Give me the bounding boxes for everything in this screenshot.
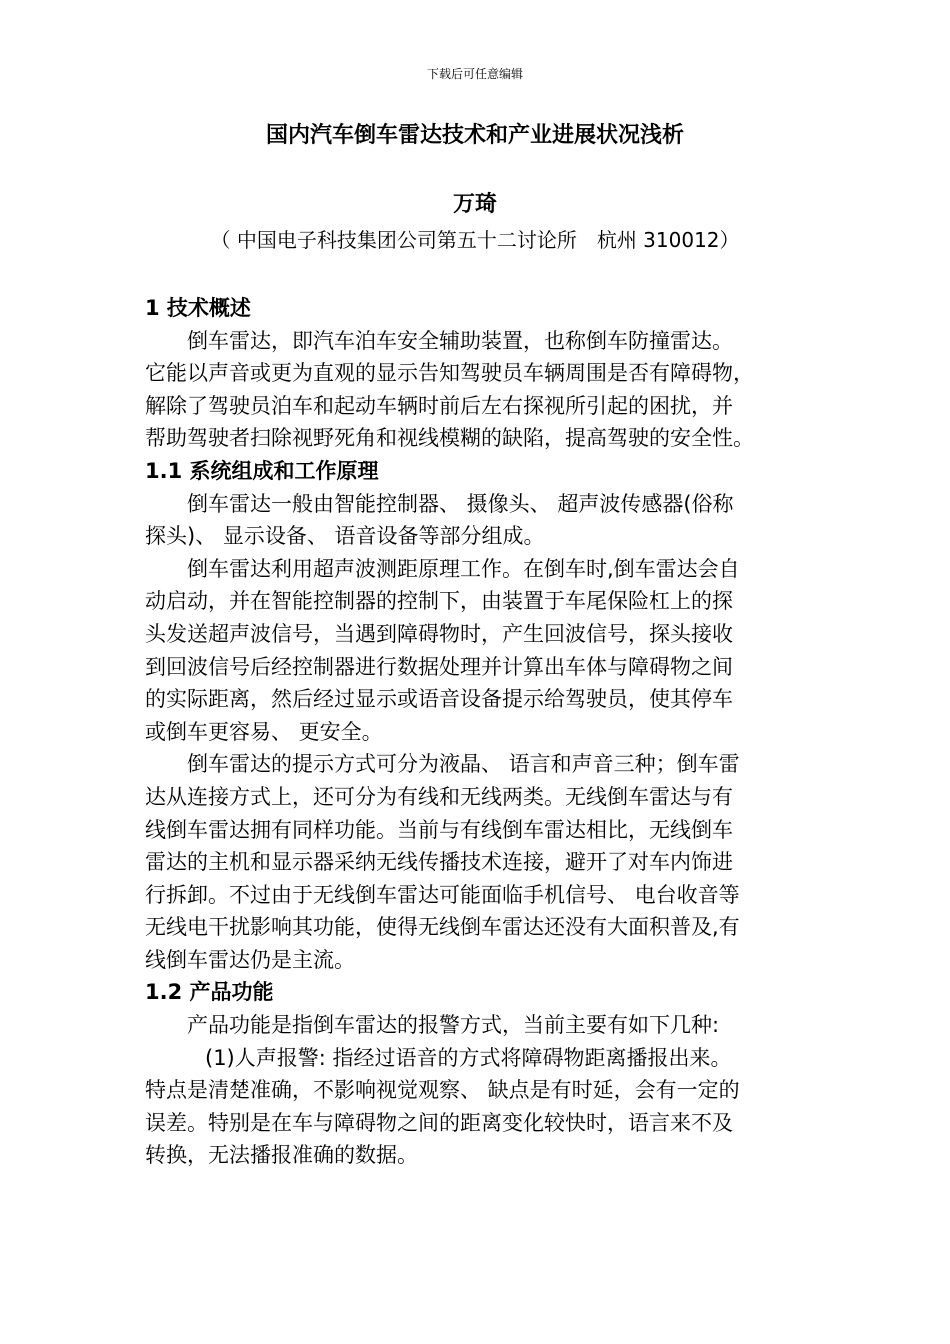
paragraph-line: 误差。特别是在车与障碍物之间的距离变化较快时，语言来不及	[145, 1110, 733, 1135]
paragraph-line: 行拆卸。不过由于无线倒车雷达可能面临手机信号、 电台收音等	[145, 882, 740, 907]
section-heading: 1 技术概述	[145, 296, 251, 320]
document-body	[145, 292, 807, 1172]
paragraph-line: 头发送超声波信号，当遇到障碍物时，产生回波信号，探头接收	[145, 621, 733, 646]
paragraph-line: 倒车雷达的提示方式可分为液晶、 语言和声音三种；倒车雷	[187, 752, 740, 777]
paragraph-line: 解除了驾驶员泊车和起动车辆时前后左右探视所引起的困扰，并	[145, 393, 733, 418]
paragraph-line: 达从连接方式上，还可分为有线和无线两类。无线倒车雷达与有	[145, 784, 733, 809]
paragraph-line: 线倒车雷达仍是主流。	[145, 947, 355, 972]
paragraph-line: 帮助驾驶者扫除视野死角和视线模糊的缺陷，提高驾驶的安全性。	[145, 426, 754, 451]
document-title: 国内汽车倒车雷达技术和产业进展状况浅析	[265, 123, 684, 148]
author-affiliation: （ 中国电子科技集团公司第五十二讨论所 杭州 310012）	[210, 228, 740, 252]
subsection-heading: 1.1 系统组成和工作原理	[145, 458, 379, 483]
paragraph-line: 倒车雷达一般由智能控制器、 摄像头、 超声波传感器(俗称	[187, 491, 734, 516]
paragraph-line: 线倒车雷达拥有同样功能。当前与有线倒车雷达相比，无线倒车	[145, 817, 733, 842]
paragraph-line: 探头)、 显示设备、 语音设备等部分组成。	[145, 524, 545, 549]
paragraph-line: 转换，无法播报准确的数据。	[145, 1143, 418, 1168]
paragraph-line: 动启动，并在智能控制器的控制下，由装置于车尾保险杠上的探	[145, 589, 733, 614]
list-item-line: (1)人声报警: 指经过语音的方式将障碍物距离播报出来。	[205, 1045, 732, 1070]
paragraph-line: 特点是清楚准确，不影响视觉观察、 缺点是有时延，会有一定的	[145, 1078, 740, 1103]
paragraph-line: 倒车雷达，即汽车泊车安全辅助装置，也称倒车防撞雷达。	[187, 328, 733, 353]
subsection-heading: 1.2 产品功能	[145, 980, 274, 1005]
author-name: 万琦	[452, 192, 497, 217]
paragraph-line: 的实际距离，然后经过显示或语音设备提示给驾驶员，使其停车	[145, 687, 733, 712]
paragraph-line: 雷达的主机和显示器采纳无线传播技术连接，避开了对车内饰进	[145, 850, 733, 875]
paragraph-line: 到回波信号后经控制器进行数据处理并计算出车体与障碍物之间	[145, 654, 733, 679]
paragraph-line: 倒车雷达利用超声波测距原理工作。在倒车时,倒车雷达会自	[187, 556, 740, 581]
paragraph-line: 无线电干扰影响其功能，使得无线倒车雷达还没有大面积普及,有	[145, 915, 740, 940]
header-note: 下载后可任意编辑	[426, 67, 523, 81]
paragraph-line: 产品功能是指倒车雷达的报警方式，当前主要有如下几种:	[187, 1013, 720, 1038]
paragraph-line: 或倒车更容易、 更安全。	[145, 719, 383, 744]
paragraph-line: 它能以声音或更为直观的显示告知驾驶员车辆周围是否有障碍物，	[145, 361, 754, 386]
